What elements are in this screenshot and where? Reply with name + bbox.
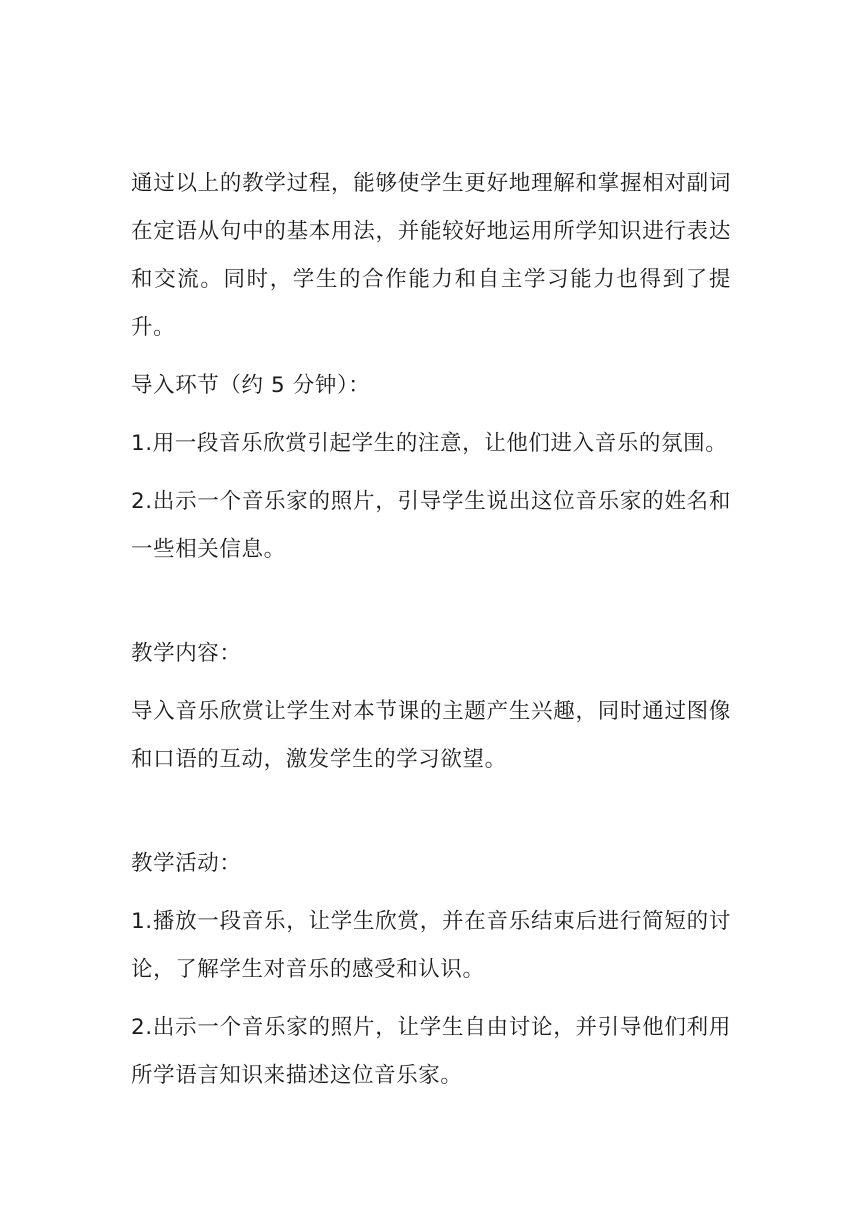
section-heading-intro: 导入环节（约 5 分钟）： bbox=[131, 373, 371, 398]
spacer bbox=[131, 468, 731, 478]
spacer bbox=[131, 888, 731, 898]
spacer bbox=[131, 352, 731, 362]
content-paragraph: 导入音乐欣赏让学生对本节课的主题产生兴趣，同时通过图像和口语的互动，激发学生的学习欲望。 bbox=[131, 699, 731, 772]
spacer bbox=[131, 678, 731, 688]
activity-step-1: 1.播放一段音乐，让学生欣赏，并在音乐结束后进行简短的讨论，了解学生对音乐的感受和认识。 bbox=[131, 909, 731, 982]
activity-step-2: 2.出示一个音乐家的照片，让学生自由讨论，并引导他们利用所学语言知识来描述这位音乐家。 bbox=[131, 1015, 731, 1088]
spacer bbox=[131, 994, 731, 1004]
spacer bbox=[131, 410, 731, 420]
intro-step-2: 2.出示一个音乐家的照片，引导学生说出这位音乐家的姓名和一些相关信息。 bbox=[131, 489, 731, 562]
spacer bbox=[131, 574, 731, 630]
section-heading-content: 教学内容： bbox=[131, 641, 242, 666]
spacer bbox=[131, 784, 731, 840]
intro-step-1: 1.用一段音乐欣赏引起学生的注意，让他们进入音乐的氛围。 bbox=[131, 431, 728, 456]
section-heading-activities: 教学活动： bbox=[131, 851, 242, 876]
summary-paragraph: 通过以上的教学过程，能够使学生更好地理解和掌握相对副词在定语从句中的基本用法，并能较好地运用所学知识进行表达和交流。同时，学生的合作能力和自主学习能力也得到了提升。 bbox=[131, 171, 731, 340]
document-body bbox=[131, 160, 731, 1100]
